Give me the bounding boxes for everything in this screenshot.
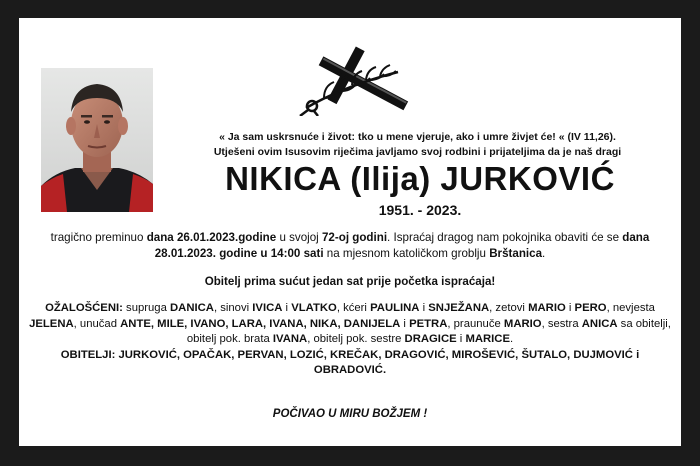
intro-line: Utješeni ovim Isusovim riječima javljamo svoj rodbini i prijateljima da je naš dragi [213, 146, 622, 158]
life-years: 1951. - 2023. [378, 202, 462, 218]
condolence-notice: Obitelj prima sućut jedan sat prije početka ispraćaja! [204, 275, 496, 288]
obituary-card [19, 18, 681, 446]
rest-in-peace: POČIVAO U MIRU BOŽJEM ! [272, 408, 428, 420]
portrait-photo [41, 68, 153, 212]
mourners-list: OŽALOŠĆENI: supruga DANICA, sinovi IVICA i VLATKO, kćeri PAULINA i SNJEŽANA, zetovi MARIO i PERO, nevjesta JELENA, unučad ANTE, MILE, IVANO, LARA, IVANA, NIKA, DANIJELA i PETRA, praunuče MARIO, sestra ANICA sa obitelji, obitelj pok. brata IVANA, obitelj pok. sestre DRAGICE i MARICE. OBITELJI: JURKOVIĆ, OPAČAK, PERVAN, LOZIĆ, KREČAK, DRAGOVIĆ, MIROŠEVIĆ, ŠUTALO, DUJMOVIĆ i OBRADOVIĆ. [29, 302, 671, 377]
families-list: OBITELJI: JURKOVIĆ, OPAČAK, PERVAN, LOZIĆ, KREČAK, DRAGOVIĆ, MIROŠEVIĆ, ŠUTALO, DUJMOVIĆ i OBRADOVIĆ. [60, 348, 640, 377]
bible-quote [164, 130, 671, 160]
quote-line: « Ja sam uskrsnuće i život: tko u mene vjeruje, ako i umre živjet će! « (IV 11,26). [219, 131, 616, 143]
deceased-name: NIKICA (Ilija) JURKOVIĆ [225, 160, 615, 197]
cross-with-palm-icon [294, 46, 424, 116]
death-announcement: tragično preminuo dana 26.01.2023.godine u svojoj 72-oj godini. Ispraćaj dragog nam pokojnika obaviti će se dana 28.01.2023. godine u 14:00 sati na mjesnom katoličkom groblju Brštanica. [50, 231, 650, 260]
